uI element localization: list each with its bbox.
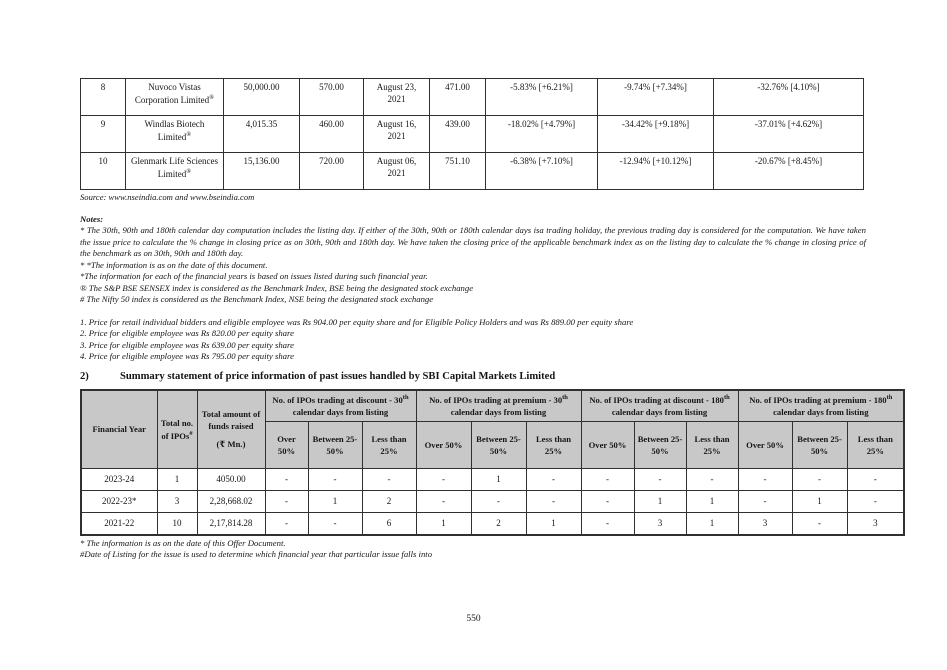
cell-opening-price: 439.00 <box>430 116 486 153</box>
cell-value: 2 <box>362 490 416 512</box>
cell-issue-price: 570.00 <box>300 79 364 116</box>
cell-total-amount: 2,17,814.28 <box>197 512 265 535</box>
note-line: ® The S&P BSE SENSEX index is considered as the Benchmark Index, BSE being the designated stock exchange <box>80 282 474 293</box>
cell-value: - <box>308 468 362 490</box>
cell-issue-price: 460.00 <box>300 116 364 153</box>
cell-value: 1 <box>686 512 738 535</box>
cell-value: - <box>792 468 847 490</box>
cell-value: 1 <box>416 512 471 535</box>
cell-opening-price: 751.10 <box>430 153 486 190</box>
table-row <box>81 490 904 512</box>
cell-change-90day: -12.94% [+10.12%] <box>598 153 714 190</box>
note-line: * The 30th, 90th and 180th calendar day computation includes the listing day. If either of the 30th, 90th or 180th calendar days isa trading holiday, the previous trading day is considered for the computation. We have taken the issue price to calculate the % change in closing price as on 30th, 90th and 180th day. We have taken the closing price of the applicable benchmark index as on the listing day to calculate the % change in closing price of the benchmark as on 30th, 90th and 180th day. <box>80 225 866 259</box>
subheader-less-than-25: Less than 25% <box>847 421 904 468</box>
cell-financial-year: 2023-24 <box>81 468 157 490</box>
cell-total-ipos: 3 <box>157 490 197 512</box>
note-line: *The information for each of the financial years is based on issues listed during such financial year. <box>80 271 428 282</box>
cell-value: - <box>792 512 847 535</box>
header-total-amount: Total amount of funds raised (₹ Mn.) <box>197 390 265 469</box>
table-row <box>81 153 864 190</box>
cell-total-ipos: 1 <box>157 468 197 490</box>
cell-value: - <box>265 468 308 490</box>
cell-total-amount: 4050.00 <box>197 468 265 490</box>
cell-value: 1 <box>686 490 738 512</box>
cell-serial-no: 10 <box>81 153 126 190</box>
header-premium-180: No. of IPOs trading at premium - 180th calendar days from listing <box>738 390 904 422</box>
cell-serial-no: 8 <box>81 79 126 116</box>
cell-value: 1 <box>792 490 847 512</box>
cell-value: 1 <box>471 468 526 490</box>
subheader-between-25-50: Between 25-50% <box>792 421 847 468</box>
notes-section <box>80 214 866 363</box>
header-premium-30: No. of IPOs trading at premium - 30th calendar days from listing <box>416 390 581 422</box>
cell-value: - <box>581 468 634 490</box>
cell-change-90day: -34.42% [+9.18%] <box>598 116 714 153</box>
cell-value: - <box>308 512 362 535</box>
cell-total-ipos: 10 <box>157 512 197 535</box>
benchmark-marker: ® <box>186 130 192 138</box>
benchmark-marker: ® <box>186 167 192 175</box>
cell-change-180day: -20.67% [+8.45%] <box>714 153 864 190</box>
cell-value: - <box>634 468 686 490</box>
footnote-marker: # <box>189 429 193 437</box>
summary-statement-table <box>80 389 905 536</box>
table-row <box>81 79 864 116</box>
note-line: 1. Price for retail individual bidders and eligible employee was Rs 904.00 per equity share and for Eligible Policy Holders and was Rs 889.00 per equity share <box>80 316 634 327</box>
cell-company-name <box>126 116 224 153</box>
cell-value: 1 <box>308 490 362 512</box>
notes-title: Notes: <box>80 214 104 224</box>
cell-change-30day: -6.38% [+7.10%] <box>486 153 598 190</box>
cell-issue-price: 720.00 <box>300 153 364 190</box>
ipo-price-information-table <box>80 78 864 190</box>
header-discount-30: No. of IPOs trading at discount - 30th calendar days from listing <box>265 390 416 422</box>
cell-value: - <box>686 468 738 490</box>
section-heading <box>80 371 866 382</box>
cell-value: - <box>847 468 904 490</box>
cell-listing-date: August 06, 2021 <box>364 153 430 190</box>
cell-issue-size: 4,015.35 <box>224 116 300 153</box>
cell-company-name <box>126 153 224 190</box>
cell-value: 1 <box>634 490 686 512</box>
note-line: 2. Price for eligible employee was Rs 820.00 per equity share <box>80 328 294 339</box>
cell-value: 3 <box>634 512 686 535</box>
section-number: 2) <box>80 370 89 382</box>
cell-change-180day: -32.76% [4.10%] <box>714 79 864 116</box>
subheader-less-than-25: Less than 25% <box>686 421 738 468</box>
subheader-between-25-50: Between 25-50% <box>308 421 362 468</box>
subheader-over-50: Over 50% <box>265 421 308 468</box>
table-row <box>81 468 904 490</box>
cell-serial-no: 9 <box>81 116 126 153</box>
subheader-between-25-50: Between 25-50% <box>634 421 686 468</box>
note-line: # The Nifty 50 index is considered as the Benchmark Index, NSE being the designated stock exchange <box>80 294 434 305</box>
footnote-line: * The information is as on the date of this Offer Document. <box>80 537 286 548</box>
cell-value: 2 <box>471 512 526 535</box>
cell-change-30day: -18.02% [+4.79%] <box>486 116 598 153</box>
subheader-over-50: Over 50% <box>581 421 634 468</box>
cell-issue-size: 50,000.00 <box>224 79 300 116</box>
page-number: 550 <box>466 614 481 624</box>
cell-financial-year: 2021-22 <box>81 512 157 535</box>
table-row <box>81 116 864 153</box>
cell-value: 3 <box>847 512 904 535</box>
cell-financial-year: 2022-23* <box>81 490 157 512</box>
note-line: 4. Price for eligible employee was Rs 795.00 per equity share <box>80 351 294 362</box>
section-title: Summary statement of price information of past issues handled by SBI Capital Markets Limited <box>120 370 556 382</box>
header-financial-year: Financial Year <box>81 390 157 469</box>
cell-value: 6 <box>362 512 416 535</box>
cell-value: - <box>265 512 308 535</box>
cell-total-amount: 2,28,668.02 <box>197 490 265 512</box>
subheader-less-than-25: Less than 25% <box>526 421 581 468</box>
company-name: Nuvoco Vistas Corporation Limited <box>134 82 210 105</box>
cell-value: - <box>581 490 634 512</box>
cell-value: - <box>471 490 526 512</box>
subheader-between-25-50: Between 25-50% <box>471 421 526 468</box>
cell-issue-size: 15,136.00 <box>224 153 300 190</box>
cell-change-180day: -37.01% [+4.62%] <box>714 116 864 153</box>
amount-unit: (₹ Mn.) <box>216 439 246 450</box>
company-name: Windlas Biotech Limited <box>144 119 205 142</box>
table-footnotes <box>80 538 866 561</box>
document-content <box>80 78 893 561</box>
cell-value: - <box>416 468 471 490</box>
cell-value: - <box>738 468 792 490</box>
cell-value: 3 <box>738 512 792 535</box>
header-discount-180: No. of IPOs trading at discount - 180th calendar days from listing <box>581 390 738 422</box>
spacer <box>80 306 866 317</box>
cell-value: - <box>416 490 471 512</box>
cell-value: - <box>738 490 792 512</box>
cell-value: - <box>362 468 416 490</box>
company-name: Glenmark Life Sciences Limited <box>131 156 218 179</box>
cell-value: - <box>581 512 634 535</box>
note-line: 3. Price for eligible employee was Rs 639.00 per equity share <box>80 339 294 350</box>
table-row <box>81 512 904 535</box>
header-row-groups <box>81 390 904 422</box>
source-line: Source: www.nseindia.com and www.bseindia.com <box>80 192 255 202</box>
subheader-over-50: Over 50% <box>738 421 792 468</box>
subheader-over-50: Over 50% <box>416 421 471 468</box>
note-line: * *The information is as on the date of this document. <box>80 259 268 270</box>
header-total-ipos: Total no. of IPOs# <box>157 390 197 469</box>
cell-opening-price: 471.00 <box>430 79 486 116</box>
benchmark-marker: ® <box>209 93 215 101</box>
subheader-less-than-25: Less than 25% <box>362 421 416 468</box>
cell-change-90day: -9.74% [+7.34%] <box>598 79 714 116</box>
cell-listing-date: August 16, 2021 <box>364 116 430 153</box>
cell-listing-date: August 23, 2021 <box>364 79 430 116</box>
cell-company-name <box>126 79 224 116</box>
cell-value: - <box>526 490 581 512</box>
footnote-line: #Date of Listing for the issue is used to determine which financial year that particular issue falls into <box>80 549 433 560</box>
cell-change-30day: -5.83% [+6.21%] <box>486 79 598 116</box>
cell-value: 1 <box>526 512 581 535</box>
cell-value: - <box>526 468 581 490</box>
cell-value: - <box>265 490 308 512</box>
cell-value: - <box>847 490 904 512</box>
